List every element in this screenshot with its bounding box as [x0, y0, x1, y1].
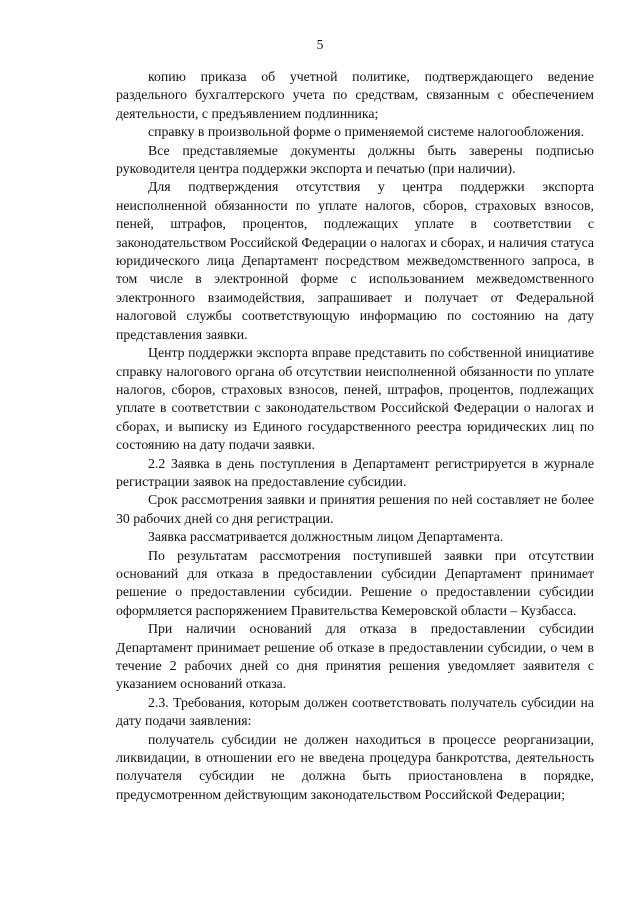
paragraph-clause-2-3: 2.3. Требования, которым должен соответствовать получатель субсидии на дату подачи заявления: [116, 694, 594, 729]
paragraph-document-certification: Все представляемые документы должны быть заверены подписью руководителя центра поддержки экспорта и печатью (при наличии). [116, 142, 594, 177]
paragraph-recipient-requirement: получатель субсидии не должен находиться в процессе реорганизации, ликвидации, в отношении его не введена процедура банкротства, деятельность получателя субсидии не должна быть приостановлена в порядке, предусмотренном действующим законодательством Российской Федерации; [116, 731, 594, 802]
paragraph-reviewer: Заявка рассматривается должностным лицом Департамента. [148, 529, 504, 545]
paragraph-tax-system-certificate: справку в произвольной форме о применяемой системе налогообложения. [148, 124, 585, 140]
paragraph-clause-2-2: 2.2 Заявка в день поступления в Департамент регистрируется в журнале регистрации заявок на предоставление субсидии. [116, 455, 594, 489]
paragraph-review-period: Срок рассмотрения заявки и принятия решения по ней составляет не более 30 рабочих дней со дня регистрации. [116, 492, 594, 526]
page-number: 5 [316, 37, 324, 52]
paragraph-order-copy: копию приказа об учетной политике, подтверждающего ведение раздельного бухгалтерского учета по средствам, связанным с обеспечением деятельности, с предъявлением подлинника; [116, 69, 594, 121]
paragraph-grant-decision: По результатам рассмотрения поступившей заявки при отсутствии оснований для отказа в предоставлении субсидии Департамент принимает решение о предоставлении субсидии. Решение о предоставлении субсидии оформляется распоряжением Правительства Кемеровской области – Кузбасса. [116, 547, 594, 618]
document-body [116, 68, 594, 804]
paragraph-voluntary-certificate: Центр поддержки экспорта вправе представить по собственной инициативе справку налогового органа об отсутствии неисполненной обязанности по уплате налогов, сборов, страховых взносов, пеней, штрафов, процентов, подлежащих уплате в соответствии с законодательством Российской Федерации о налогах и сборах, и выписку из Единого государственного реестра юридических лиц по состоянию на дату подачи заявки. [116, 345, 594, 453]
paragraph-refusal-decision: При наличии оснований для отказа в предоставлении субсидии Департамент принимает решение об отказе в предоставлении субсидии, о чем в течение 2 рабочих дней со дня принятия решения уведомляет заявителя с указанием оснований отказа. [116, 621, 594, 692]
paragraph-tax-debt-confirmation: Для подтверждения отсутствия у центра поддержки экспорта неисполненной обязанности по уплате налогов, сборов, страховых взносов, пеней, штрафов, процентов, подлежащих уплате в соответствии с законодательством Российской Федерации о налогах и сборах, и наличия статуса юридического лица Департамент посредством межведомственного запроса, в том числе в электронной форме с использованием межведомственного электронного взаимодействия, запрашивает и получает от Федеральной налоговой службы соответствующую информацию по состоянию на дату представления заявки. [116, 179, 594, 342]
